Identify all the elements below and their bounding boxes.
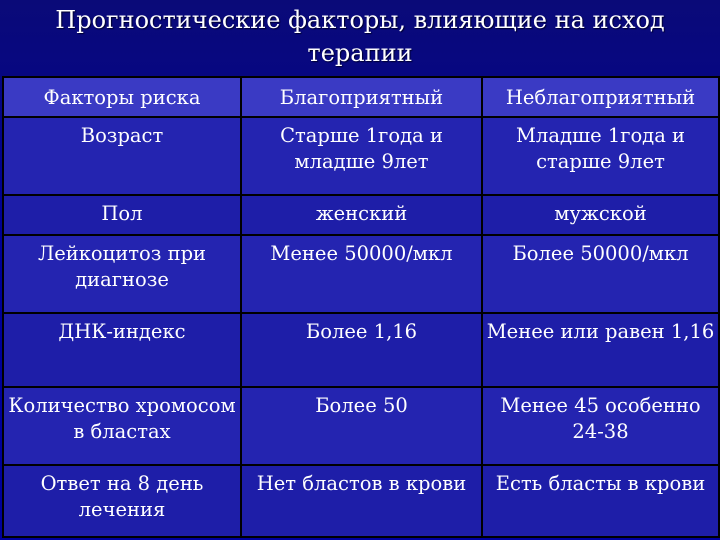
cell-favorable: Менее 50000/мкл — [241, 235, 482, 313]
slide-title — [0, 4, 720, 70]
slide-title-line-2: терапии — [307, 39, 413, 67]
table-row — [3, 235, 719, 313]
cell-factor: Количество хромосом в бластах — [3, 387, 241, 465]
table-row — [3, 117, 719, 195]
cell-unfavorable: Менее 45 особенно 24-38 — [482, 387, 719, 465]
header-unfavorable: Неблагоприятный — [482, 77, 719, 117]
table-row — [3, 195, 719, 235]
cell-unfavorable: мужской — [482, 195, 719, 235]
cell-favorable: Более 50 — [241, 387, 482, 465]
slide-title-line-1: Прогностические факторы, влияющие на исход — [55, 6, 665, 34]
cell-favorable: Старше 1года и младше 9лет — [241, 117, 482, 195]
prognostic-factors-table — [2, 76, 720, 538]
cell-factor: Пол — [3, 195, 241, 235]
table-row — [3, 387, 719, 465]
cell-factor: ДНК-индекс — [3, 313, 241, 387]
cell-unfavorable: Менее или равен 1,16 — [482, 313, 719, 387]
table-row — [3, 465, 719, 537]
table-header-row — [3, 77, 719, 117]
cell-favorable: женский — [241, 195, 482, 235]
cell-factor: Ответ на 8 день лечения — [3, 465, 241, 537]
cell-unfavorable: Более 50000/мкл — [482, 235, 719, 313]
cell-factor: Лейкоцитоз при диагнозе — [3, 235, 241, 313]
cell-favorable: Нет бластов в крови — [241, 465, 482, 537]
cell-unfavorable: Младше 1года и старше 9лет — [482, 117, 719, 195]
header-favorable: Благоприятный — [241, 77, 482, 117]
header-risk-factors: Факторы риска — [3, 77, 241, 117]
cell-unfavorable: Есть бласты в крови — [482, 465, 719, 537]
cell-factor: Возраст — [3, 117, 241, 195]
cell-favorable: Более 1,16 — [241, 313, 482, 387]
table-row — [3, 313, 719, 387]
